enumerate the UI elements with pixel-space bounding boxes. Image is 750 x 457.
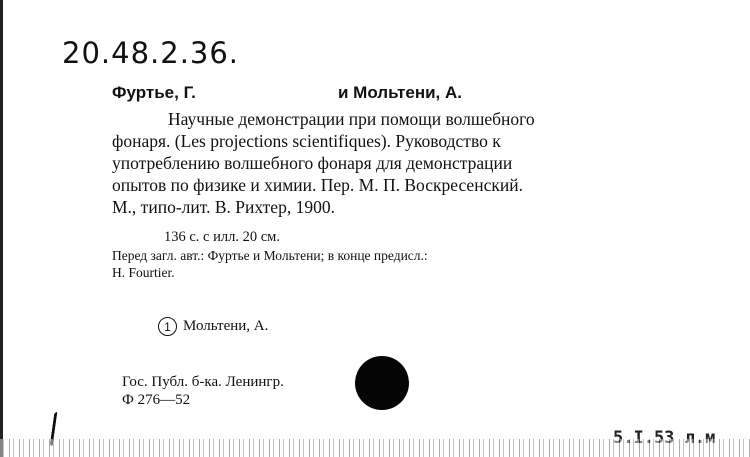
card-left-edge — [0, 0, 3, 457]
call-number: 20.48.2.36. — [62, 36, 240, 70]
tracing-number: 1 — [158, 317, 177, 336]
note — [112, 247, 428, 281]
author-secondary: и Мольтени, А. — [338, 83, 462, 102]
date-stamp: 5.I.53 л.м — [613, 428, 716, 448]
holding-line: Ф 276—52 — [122, 392, 191, 408]
physical-description: 136 с. с илл. 20 см. — [164, 229, 280, 245]
note-line: Перед загл. авт.: Фуртье и Мольтени; в конце предисл.: — [112, 248, 428, 263]
body-line: опытов по физике и химии. Пер. М. П. Воскресенский. — [112, 175, 523, 195]
holding-info — [122, 373, 284, 409]
bibliographic-description — [112, 108, 712, 218]
author-primary: Фуртье, Г. — [112, 83, 196, 102]
holding-line: Гос. Публ. б-ка. Ленингр. — [122, 374, 284, 390]
note-line: Н. Fourtier. — [112, 265, 175, 280]
body-line: М., типо-лит. В. Рихтер, 1900. — [112, 197, 335, 217]
tracing-text: Мольтени, А. — [183, 318, 269, 334]
punch-hole — [355, 356, 409, 410]
body-line: употреблению волшебного фонаря для демонстрации — [112, 153, 513, 173]
tracing — [158, 317, 268, 336]
body-line: фонаря. (Les projections scientifiques). Руководство к — [112, 131, 501, 151]
body-line: Научные демонстрации при помощи волшебного — [168, 109, 535, 129]
scan-edge — [0, 439, 750, 457]
